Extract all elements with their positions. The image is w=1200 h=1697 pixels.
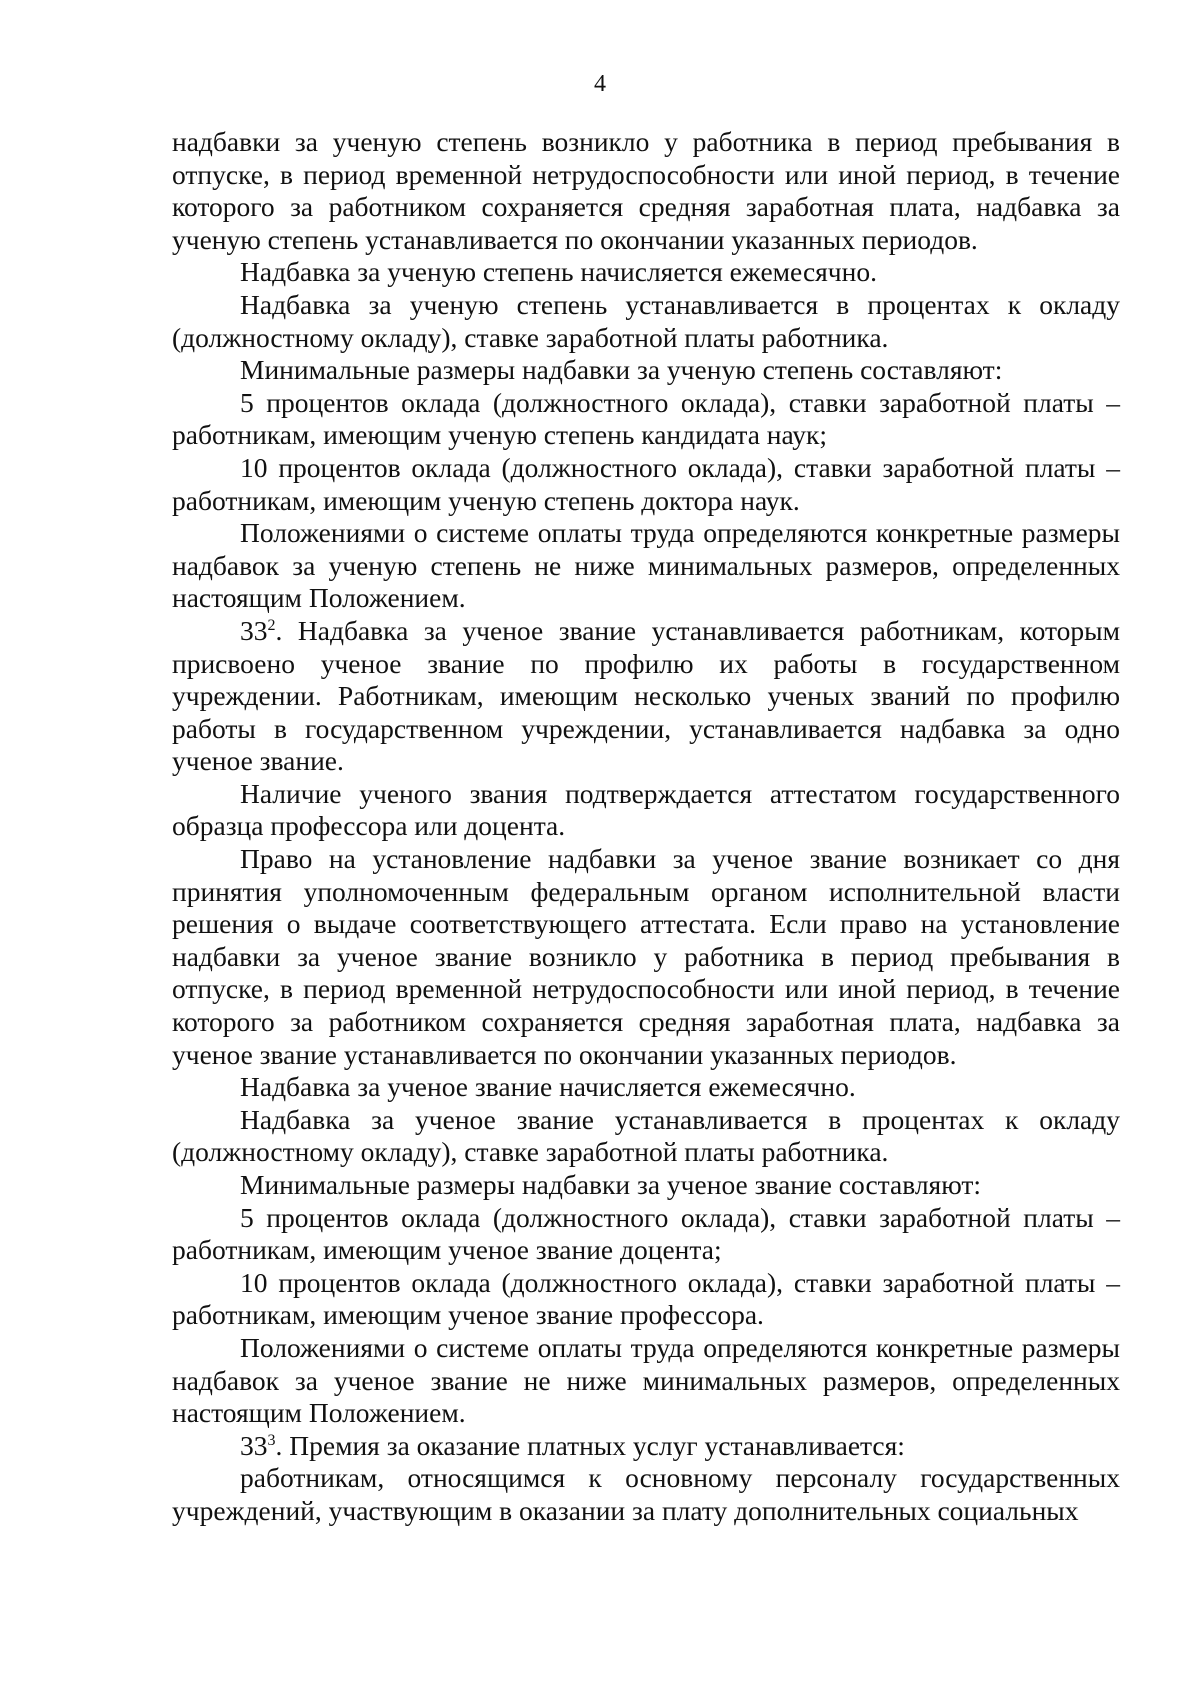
paragraph bbox=[172, 517, 1120, 615]
clause-33-3 bbox=[172, 1430, 1120, 1463]
paragraph-text: Надбавка за ученую степень начисляется ежемесячно. bbox=[240, 256, 877, 288]
clause-number-superscript: 3 bbox=[267, 1431, 276, 1449]
paragraph-text: 10 процентов оклада (должностного оклада), ставки заработной платы – работникам, имеющим ученое звание профессора. bbox=[172, 1266, 1120, 1331]
paragraph-text: Право на установление надбавки за ученое звание возникает со дня принятия уполномоченным федеральным органом исполнительной власти решения о выдаче соответствующего аттестата. Если право на установление надбавки за ученое звание возникло у работника в период пребывания в отпуске, в период временной нетрудоспособности или иной период, в течение которого за работником сохраняется средняя заработная плата, надбавка за ученое звание устанавливается по окончании указанных периодов. bbox=[172, 843, 1120, 1070]
paragraph bbox=[172, 843, 1120, 1071]
paragraph-text: Надбавка за ученое звание начисляется ежемесячно. bbox=[240, 1071, 856, 1103]
clause-number: 33 bbox=[240, 1429, 268, 1461]
page-number: 4 bbox=[594, 71, 606, 97]
paragraph-text: Надбавка за ученую степень устанавливается в процентах к окладу (должностному окладу), ставке заработной платы работника. bbox=[172, 288, 1120, 353]
paragraph bbox=[172, 1462, 1120, 1527]
paragraph bbox=[172, 1169, 1120, 1202]
paragraph-text: 5 процентов оклада (должностного оклада), ставки заработной платы – работникам, имеющим ученую степень кандидата наук; bbox=[172, 386, 1120, 451]
paragraph bbox=[172, 1332, 1120, 1430]
clause-33-2 bbox=[172, 615, 1120, 778]
paragraph bbox=[172, 289, 1120, 354]
clause-number-superscript: 2 bbox=[267, 616, 276, 634]
paragraph-text: 10 процентов оклада (должностного оклада), ставки заработной платы – работникам, имеющим ученую степень доктора наук. bbox=[172, 451, 1120, 516]
paragraph bbox=[172, 256, 1120, 289]
paragraph-text: . Премия за оказание платных услуг устанавливается: bbox=[275, 1429, 905, 1461]
paragraph bbox=[172, 1104, 1120, 1169]
paragraph-text: Надбавка за ученое звание устанавливается в процентах к окладу (должностному окладу), ставке заработной платы работника. bbox=[172, 1103, 1120, 1168]
paragraph-text: Положениями о системе оплаты труда определяются конкретные размеры надбавок за ученую степень не ниже минимальных размеров, определенных настоящим Положением. bbox=[172, 517, 1120, 614]
paragraph bbox=[172, 126, 1120, 256]
paragraph bbox=[172, 1202, 1120, 1267]
paragraph-text: работникам, относящимся к основному персоналу государственных учреждений, участвующим в оказании за плату дополнительных социальных bbox=[172, 1462, 1120, 1526]
document-body bbox=[172, 126, 1120, 1528]
paragraph bbox=[172, 452, 1120, 517]
paragraph-text: надбавки за ученую степень возникло у работника в период пребывания в отпуске, в период временной нетрудоспособности или иной период, в течение которого за работником сохраняется средняя заработная плата, надбавка за ученую степень устанавливается по окончании указанных периодов. bbox=[172, 126, 1120, 255]
paragraph-text: Положениями о системе оплаты труда определяются конкретные размеры надбавок за ученое звание не ниже минимальных размеров, определенных настоящим Положением. bbox=[172, 1331, 1120, 1429]
paragraph-text: . Надбавка за ученое звание устанавливается работникам, которым присвоено ученое звание по профилю их работы в государственном учреждении. Работникам, имеющим несколько ученых званий по профилю работы в государственном учреждении, устанавливается надбавка за одно ученое звание. bbox=[172, 614, 1120, 777]
paragraph-text: Минимальные размеры надбавки за ученую степень составляют: bbox=[240, 354, 1003, 386]
paragraph-text: Наличие ученого звания подтверждается аттестатом государственного образца профессора или доцента. bbox=[172, 777, 1120, 842]
paragraph-text: Минимальные размеры надбавки за ученое звание составляют: bbox=[240, 1169, 982, 1200]
paragraph bbox=[172, 1071, 1120, 1104]
paragraph bbox=[172, 354, 1120, 387]
paragraph bbox=[172, 778, 1120, 843]
clause-number: 33 bbox=[240, 614, 268, 646]
paragraph bbox=[172, 1267, 1120, 1332]
paragraph bbox=[172, 387, 1120, 452]
paragraph-text: 5 процентов оклада (должностного оклада), ставки заработной платы – работникам, имеющим ученое звание доцента; bbox=[172, 1201, 1120, 1266]
